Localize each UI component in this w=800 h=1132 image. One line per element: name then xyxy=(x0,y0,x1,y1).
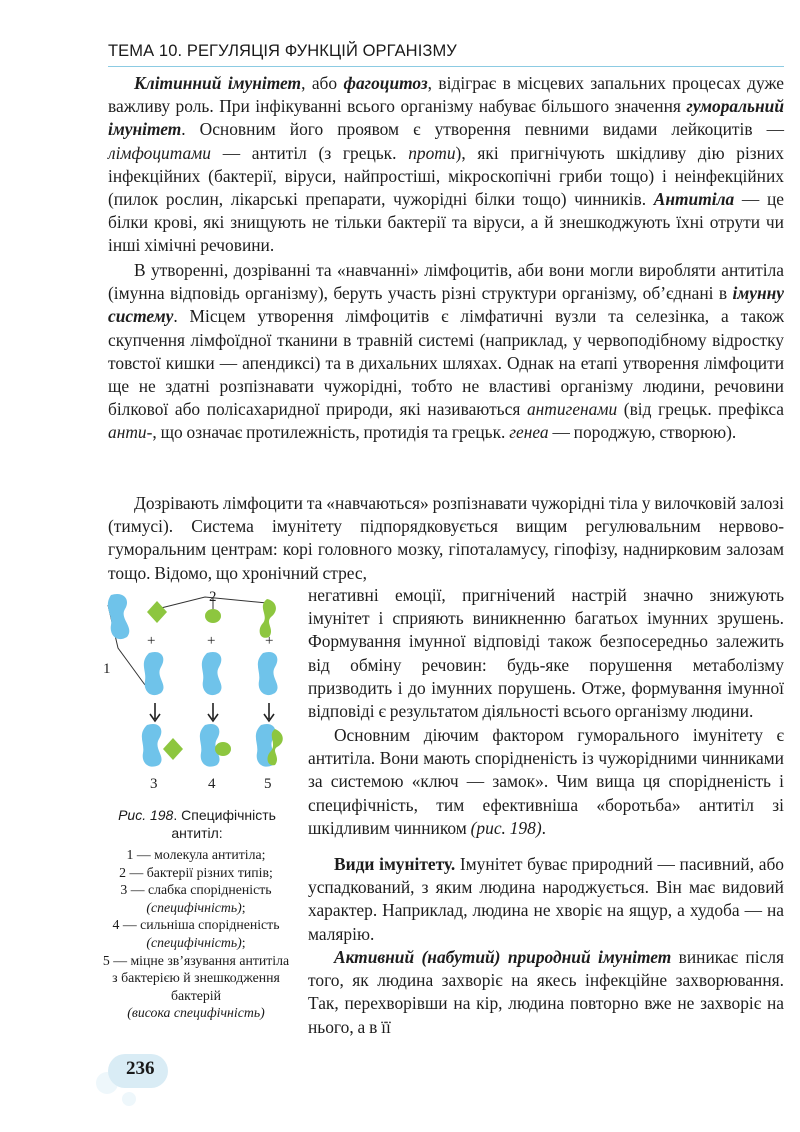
arrow-down-icon xyxy=(208,703,218,721)
page-number: 236 xyxy=(126,1058,155,1079)
term-lymphocytes: лімфоцитами xyxy=(108,142,211,163)
text: ; xyxy=(241,934,246,950)
term-proty: проти xyxy=(408,142,456,163)
antibody-molecule xyxy=(144,652,164,695)
text: (специфічність) xyxy=(146,899,242,915)
paragraph-2 xyxy=(108,259,784,445)
text: 5 — міцне зв’язування антитіла з бактерією й знешкодження бактерій xyxy=(102,952,290,1003)
term-cellular-immunity: Клітинний імунітет xyxy=(134,73,302,93)
legend-item-4 xyxy=(101,916,291,951)
figure-case-labels xyxy=(95,772,295,796)
text: (від грецьк. префікса xyxy=(617,399,784,420)
term-antigens: антигенами xyxy=(526,399,618,420)
text: Дозрівають лімфоцити та «навчаються» розпізнавати чужорідні тіла у вилочковій залозі (тимусі). Система імунітету підпорядковується вищим регулювальним нервово-гуморальним центрам: корі головного мозку, гіпоталамусу, гіпофізу, наднирковим залозам тощо. Відомо, що хронічний стрес, xyxy=(108,493,784,583)
text: 4 — сильніша спорідненість xyxy=(112,917,280,933)
term-active-natural-immunity: Активний (набутий) природний імунітет xyxy=(334,947,672,967)
text: ), які пригнічують шкідливу дію різних інфекційних (бактерії, віруси, найпростіші, мікроскопічні гриби тощо) і неінфекційних (пилок рослин, лікарські препарати, чужорідні білки тощо) чинників. xyxy=(108,142,784,210)
decor-bubble xyxy=(122,1092,136,1106)
label-2: 2 xyxy=(209,589,217,605)
arrow-down-icon xyxy=(264,703,274,721)
figure-legend xyxy=(101,846,291,1022)
text: 3 — слабка спорідненість xyxy=(120,882,272,898)
page-header: ТЕМА 10. РЕГУЛЯЦІЯ ФУНКЦІЙ ОРГАНІЗМУ xyxy=(108,42,457,60)
arrow-down-icon xyxy=(150,703,160,721)
antibody-molecule xyxy=(258,652,278,695)
text: Основним діючим фактором гуморального імунітету є антитіла. Вони мають спорідненість із чужорідними чинниками за системою «ключ — замок». Чим вища ця спорідненість і специфічність, тим ефективніша «боротьба» антитіл зі шкідливим чинником xyxy=(308,725,784,838)
bacteria-round xyxy=(215,742,231,756)
bacteria-diamond xyxy=(163,738,183,760)
plus-sign: + xyxy=(207,633,216,649)
text: , відіграє в місцевих запальних процесах дуже важливу роль. При інфікуванні всього організму набуває більшого значення xyxy=(108,73,784,117)
text: — антитіл (з грецьк. xyxy=(210,142,409,163)
label-4: 4 xyxy=(208,776,216,792)
text: — породжую, створюю). xyxy=(548,422,737,443)
term-immune-system: імунну систему xyxy=(108,283,784,327)
paragraph-5 xyxy=(308,853,784,946)
plus-sign: + xyxy=(265,633,274,649)
text: ; xyxy=(241,899,246,915)
figure-reference: (рис. 198) xyxy=(470,817,542,838)
text: — це білки крові, які знищують не тільки бактерії та віруси, а й знешкоджують їхні отрути чи інші хімічні речовини. xyxy=(108,189,784,256)
text: , що означає протилежність, протидія та грецьк. xyxy=(152,422,510,443)
label-3: 3 xyxy=(150,776,158,792)
text: (висока специфічність) xyxy=(127,1005,265,1021)
term-humoral-immunity: гуморальний імунітет xyxy=(108,96,784,140)
paragraph-6 xyxy=(308,946,784,1039)
term-anti: анти- xyxy=(108,422,153,443)
antibody-weak-binding xyxy=(142,724,162,767)
paragraph-1 xyxy=(108,72,784,258)
text: , або xyxy=(301,73,344,93)
text: . Основним його проявом є утворення певними видами лейкоцитів — xyxy=(181,119,784,140)
paragraph-3-continued xyxy=(308,584,784,723)
antibody-molecule xyxy=(108,594,129,639)
text: (специфічність) xyxy=(146,934,242,950)
text: виникає після того, як людина захворіє на якесь інфекційне захворювання. Так, перехворівши на кір, людина повторно вже не захворіє на нього, а в її xyxy=(308,947,784,1037)
term-phagocytosis: фагоцитоз xyxy=(343,73,428,93)
label-5: 5 xyxy=(264,776,272,792)
legend-item-2: 2 — бактерії різних типів; xyxy=(119,864,273,880)
subheading-immunity-types: Види імунітету. xyxy=(334,854,456,874)
header-divider xyxy=(108,66,784,67)
legend-item-3 xyxy=(101,881,291,916)
legend-item-5 xyxy=(101,952,291,1022)
bacteria-wavy xyxy=(260,599,276,638)
legend-item-1: 1 — молекула антитіла; xyxy=(126,847,266,862)
text: . Місцем утворення лімфоцитів є лімфатичні вузли та селезінка, а також скупчення лімфоїдної тканини в травній системі (наприклад, у червоподібному відростку товстої кишки — апендиксі) та в дихальних шляхах. Однак на етапі утворення лімфоцити ще не здатні розпізнавати чужорідні, тобто не властиві організму людини, речовини білкової або полісахаридної природи, які називаються xyxy=(108,306,784,420)
figure-antibody-specificity xyxy=(95,585,295,770)
text: В утворенні, дозріванні та «навчанні» лімфоцитів, аби вони могли виробляти антитіла (імунна відповідь організму), беруть участь різні структури організму, об’єднані в xyxy=(108,260,784,304)
antibody-molecule xyxy=(202,652,222,695)
label-1: 1 xyxy=(103,661,111,677)
term-genea: генеа xyxy=(509,422,549,443)
term-antibodies: Антитіла xyxy=(653,189,735,210)
bacteria-diamond xyxy=(147,601,167,623)
paragraph-3 xyxy=(108,492,784,585)
paragraph-4 xyxy=(308,724,784,840)
bacteria-round xyxy=(205,609,221,623)
plus-sign: + xyxy=(147,633,156,649)
text: . xyxy=(541,817,546,838)
figure-caption-text: . Специфічність антитіл: xyxy=(171,807,276,841)
text: негативні емоції, пригнічений настрій значно знижують імунітет і сприяють виникненню багатьох імунних зрушень. Формування імунної відповіді також безпосередньо залежить від обміну речовин: будь-яке порушення метаболізму призводить і до імунних порушень. Отже, формування імунної відповіді є результатом діяльності всього організму людини. xyxy=(308,585,784,722)
text: Імунітет буває природний — пасивний, або успадкований, з яким людина народжується. Він має видовий характер. Наприклад, людина не хворіє на ящур, а худоба — на малярію. xyxy=(308,854,784,944)
figure-caption-number: Рис. 198 xyxy=(118,807,174,823)
figure-caption-title xyxy=(102,806,292,842)
